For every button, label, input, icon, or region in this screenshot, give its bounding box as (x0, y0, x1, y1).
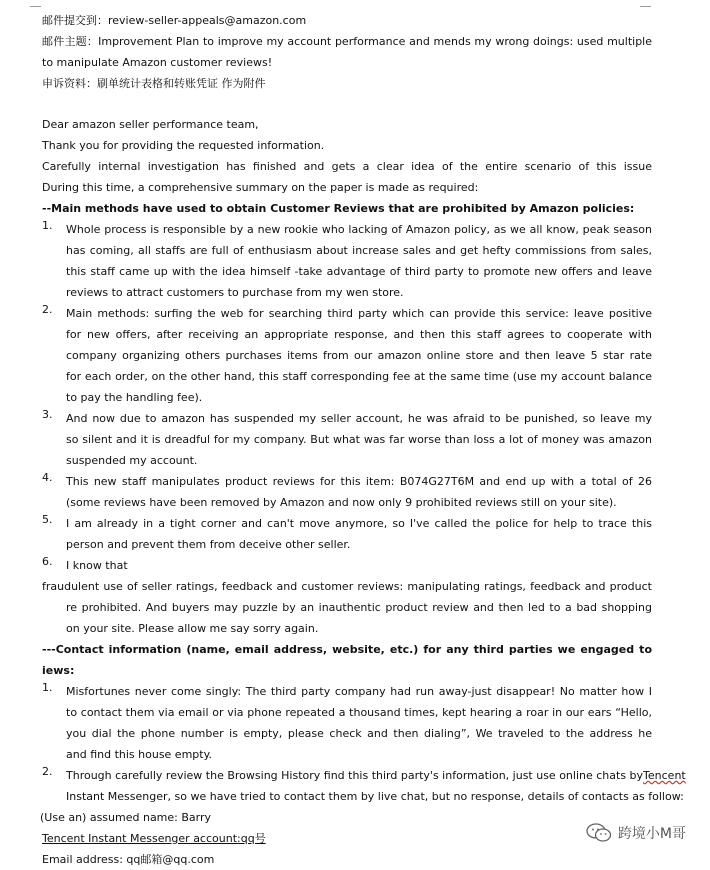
tencent-word: Tencent (643, 769, 686, 782)
list-item (42, 408, 652, 471)
email-address: Email address: qq邮箱@qq.com (42, 853, 215, 866)
wechat-icon (586, 823, 612, 843)
list-number: 1. (42, 219, 53, 232)
section-1-heading: --Main methods have used to obtain Customer Reviews that are prohibited by Amazon policies: (42, 202, 635, 215)
email-to: 邮件提交到：review-seller-appeals@amazon.com (42, 14, 307, 27)
list-item-line: (some reviews have been removed by Amazon and now only 9 prohibited reviews still on your site). (66, 496, 617, 509)
document-page (40, 10, 686, 870)
investigation-line: Carefully internal investigation has finished and gets a clear idea of the entire scenario of this issue (42, 160, 652, 173)
list-item-line: company organizing others purchases items from our amazon online store and then leave 5 star rate (66, 349, 652, 362)
im-account: Tencent Instant Messenger account:qq号 (42, 832, 266, 845)
list-item-line: This new staff manipulates product reviews for this item: B074G27T6M and end up with a total of 26 (66, 475, 652, 488)
list-item-line: for each order, on the other hand, this staff corresponding fee at the same time (use my account balance (66, 370, 652, 383)
blank-line (42, 94, 652, 114)
list-item-line: for new offers, after receiving an appropriate response, and then this staff agrees to cooperate with (66, 328, 652, 341)
list-item-line: person and prevent them from deceive other seller. (66, 538, 351, 551)
list-item (42, 303, 652, 408)
list-item-line: on your site. Please allow me say sorry again. (66, 622, 319, 635)
list-item (42, 555, 652, 576)
list-item-line: Whole process is responsible by a new rookie who lacking of Amazon policy, as we all know, peak season (66, 223, 652, 236)
im-account-line (42, 828, 652, 849)
watermark (586, 823, 686, 843)
page-corner-mark-left (30, 6, 41, 7)
list-item-line: re prohibited. And buyers may puzzle by an inauthentic product review and then led to a bad shopping (66, 601, 652, 614)
list-number: 6. (42, 555, 53, 568)
list-item-line: so silent and it is dreadful for my company. But what was far worse than loss a lot of money was amazon (66, 433, 652, 446)
email-subject-line-1: 邮件主题：Improvement Plan to improve my account performance and mends my wrong doings: used multiple (42, 35, 652, 48)
list-item (42, 219, 652, 303)
section-2-heading-line-2: iews: (42, 664, 75, 677)
list-item-line: suspended my account. (66, 454, 198, 467)
list-item-line: I am already in a tight corner and can't move anymore, so I've called the police for help to trace this (66, 517, 652, 530)
list-item-line: fraudulent use of seller ratings, feedback and customer reviews: manipulating ratings, feedback and product (42, 580, 652, 593)
list-item-line: you dial the phone number is empty, please check and then dialing”, We traveled to the address he (66, 727, 652, 740)
list-item-line: to contact them via email or via phone repeated a thousand times, kept hearing a roar in our ears “Hello, (66, 706, 652, 719)
list-number: 2. (42, 765, 53, 778)
summary-line: During this time, a comprehensive summary on the paper is made as required: (42, 181, 479, 194)
greeting: Dear amazon seller performance team, (42, 118, 259, 131)
list-item (42, 765, 686, 807)
list-item-text: Through carefully review the Browsing History find this third party's information, just use online chats by (66, 769, 644, 782)
list-item-line: I know that (66, 559, 128, 572)
appeal-materials: 申诉资料：刷单统计表格和转账凭证 作为附件 (42, 77, 266, 90)
list-item-line: And now due to amazon has suspended my seller account, he was afraid to be punished, so leave my (66, 412, 652, 425)
list-number: 5. (42, 513, 53, 526)
list-item-line: and find this house empty. (66, 748, 213, 761)
list-item-line: reviews to attract customers to purchase from my wen store. (66, 286, 404, 299)
list-item-line (66, 765, 686, 786)
list-item (42, 513, 652, 555)
list-item-line: Instant Messenger, so we have tried to contact them by live chat, but no response, details of contacts as follow: (66, 790, 684, 803)
list-item-line: Main methods: surfing the web for searching third party which can provide this service: leave positive (66, 307, 652, 320)
list-item-line: to pay the handling fee). (66, 391, 203, 404)
list-number: 3. (42, 408, 53, 421)
list-number: 4. (42, 471, 53, 484)
email-subject-line-2: to manipulate Amazon customer reviews! (42, 56, 273, 69)
list-item-line: Misfortunes never come singly: The third party company had run away-just disappear! No matter how I (66, 685, 652, 698)
section-2-heading-line-1: ---Contact information (name, email address, website, etc.) for any third parties we engaged to (42, 643, 652, 656)
thanks-line: Thank you for providing the requested information. (42, 139, 325, 152)
page-corner-mark-right (640, 6, 651, 7)
list-item-line: this staff came up with the idea himself -take advantage of third party to promote new offers and leave (66, 265, 652, 278)
list-number: 2. (42, 303, 53, 316)
list-item (42, 471, 652, 513)
list-number: 1. (42, 681, 53, 694)
list-item (42, 681, 652, 765)
list-item-line: has coming, all staffs are full of enthusiasm about increase sales and get hefty commissions from sales, (66, 244, 652, 257)
assumed-name: (Use an) assumed name: Barry (40, 811, 212, 824)
watermark-text: 跨境小M哥 (617, 826, 686, 842)
